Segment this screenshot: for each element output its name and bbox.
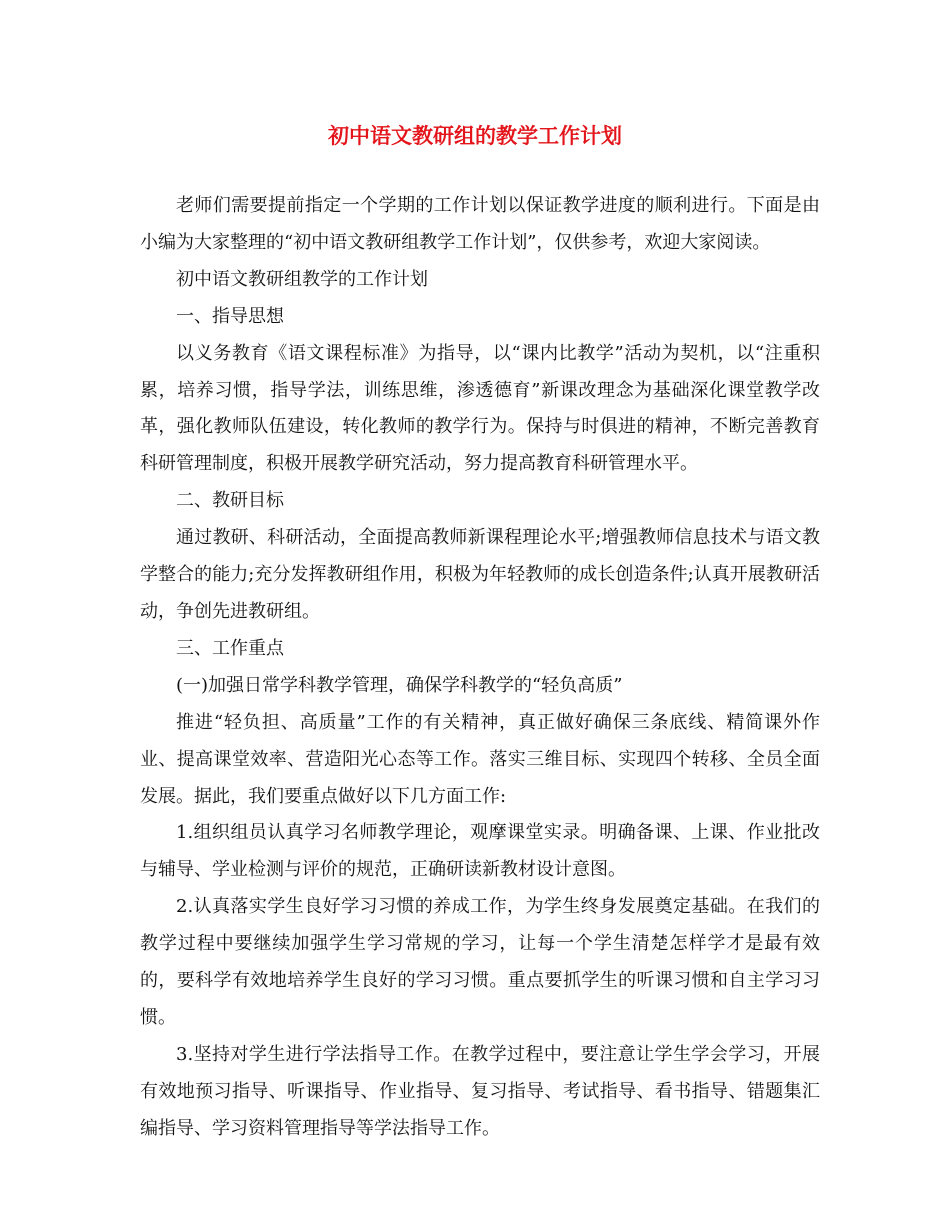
subsection-heading-daily-management: (一)加强日常学科教学管理，确保学科教学的“轻负高质”: [176, 674, 623, 696]
section-heading-work-focus: 三、工作重点: [176, 637, 284, 659]
list-item-1: 1.组织组员认真学习名师教学理论，观摩课堂实录。明确备课、上课、作业批改与辅导、学业检测与评价的规范，正确研读新教材设计意图。: [140, 822, 820, 881]
paragraph-intro: 老师们需要提前指定一个学期的工作计划以保证教学进度的顺利进行。下面是由小编为大家整理的“初中语文教研组教学工作计划”，仅供参考，欢迎大家阅读。: [140, 195, 820, 253]
paragraph-research-goals: 通过教研、科研活动，全面提高教师新课程理论水平;增强教师信息技术与语文教学整合的能力;充分发挥教研组作用，积极为年轻教师的成长创造条件;认真开展教研活动，争创先进教研组。: [140, 527, 820, 622]
paragraph-guiding-thought: 以义务教育《语文课程标准》为指导，以“课内比教学”活动为契机，以“注重积累，培养习惯，指导学法，训练思维，渗透德育”新课改理念为基础深化课堂教学改革，强化教师队伍建设，转化教师的教学行为。保持与时俱进的精神，不断完善教育科研管理制度，积极开展教学研究活动，努力提高教育科研管理水平。: [140, 342, 820, 475]
section-heading-research-goals: 二、教研目标: [176, 490, 284, 512]
paragraph-daily-management: 推进“轻负担、高质量”工作的有关精神，真正做好确保三条底线、精简课外作业、提高课堂效率、营造阳光心态等工作。落实三维目标、实现四个转移、全员全面发展。据此，我们要重点做好以下几方面工作:: [140, 711, 820, 807]
paragraph-subtitle: 初中语文教研组教学的工作计划: [176, 268, 428, 290]
document-title: 初中语文教研组的教学工作计划: [328, 123, 622, 148]
section-heading-guiding-thought: 一、指导思想: [176, 305, 284, 327]
list-item-3: 3.坚持对学生进行学法指导工作。在教学过程中，要注意让学生学会学习，开展有效地预习指导、听课指导、作业指导、复习指导、考试指导、看书指导、错题集汇编指导、学习资料管理指导等学法指导工作。: [140, 1043, 820, 1139]
list-item-2: 2.认真落实学生良好学习习惯的养成工作，为学生终身发展奠定基础。在我们的教学过程中要继续加强学生学习常规的学习，让每一个学生清楚怎样学才是最有效的，要科学有效地培养学生良好的学习习惯。重点要抓学生的听课习惯和自主学习习惯。: [140, 896, 820, 1028]
document-body: [140, 188, 820, 1148]
